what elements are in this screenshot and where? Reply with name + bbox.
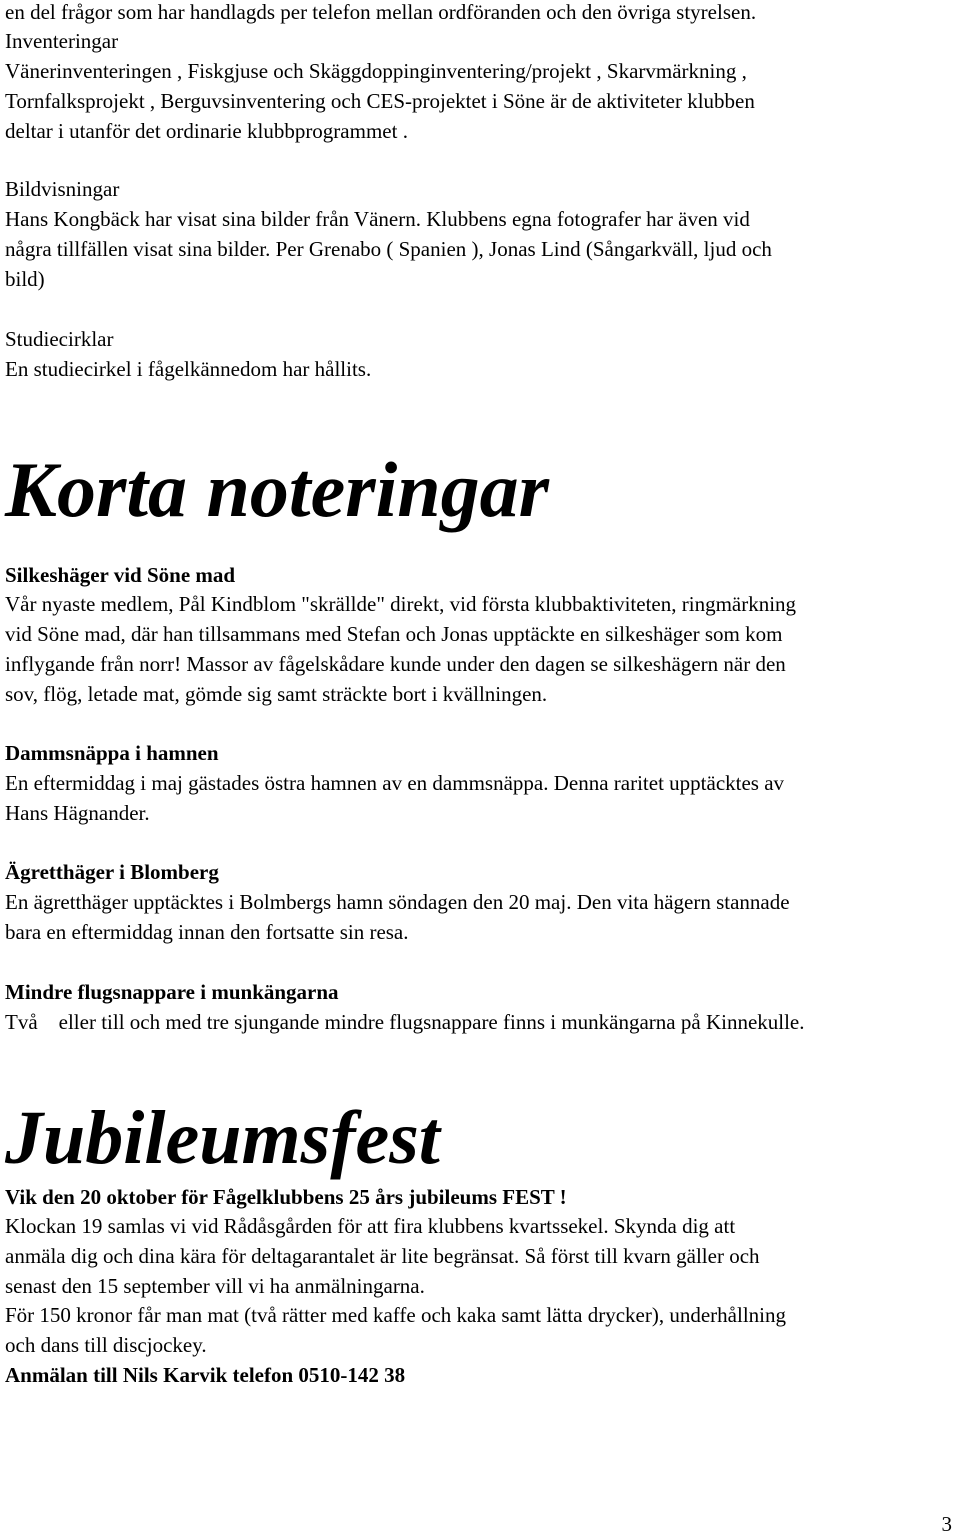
text-line: en del frågor som har handlagds per telefon mellan ordföranden och den övriga styrelsen. [5, 0, 757, 24]
text-line: och dans till discjockey. [5, 1333, 207, 1357]
text-line: inflygande från norr! Massor av fågelskådare kunde under den dagen se silkeshägern när den [5, 652, 786, 676]
text-line: Vår nyaste medlem, Pål Kindblom "skrällde" direkt, vid första klubbaktiviteten, ringmärkning [5, 592, 797, 616]
text-line: anmäla dig och dina kära för deltagarantalet är lite begränsat. Så först till kvarn gäller och [5, 1244, 760, 1268]
note-heading-dammsnappa: Dammsnäppa i hamnen [5, 741, 219, 765]
text-line: Hans Hägnander. [5, 801, 150, 825]
jubileum-contact: Anmälan till Nils Karvik telefon 0510-142 38 [5, 1363, 406, 1387]
jubileum-lead: Vik den 20 oktober för Fågelklubbens 25 års jubileums FEST ! [5, 1185, 567, 1209]
section-title-jubileumsfest: Jubileumsfest [5, 1096, 440, 1180]
section-heading-inventeringar: Inventeringar [5, 29, 119, 53]
text-line: Vänerinventeringen , Fiskgjuse och Skäggdoppinginventering/projekt , Skarvmärkning , [5, 59, 747, 83]
text-line: bild) [5, 267, 45, 291]
text-line: Hans Kongbäck har visat sina bilder från Vänern. Klubbens egna fotografer har även vid [5, 207, 750, 231]
text-line: Klockan 19 samlas vi vid Rådåsgården för att fira klubbens kvartssekel. Skynda dig att [5, 1214, 736, 1238]
text-line: deltar i utanför det ordinarie klubbprogrammet . [5, 119, 408, 143]
note-heading-agretthager: Ägretthäger i Blomberg [5, 860, 219, 884]
text-line: bara en eftermiddag innan den fortsatte sin resa. [5, 920, 409, 944]
text-line: vid Söne mad, där han tillsammans med Stefan och Jonas upptäckte en silkeshäger som kom [5, 622, 783, 646]
section-heading-studiecirklar: Studiecirklar [5, 327, 114, 351]
section-title-korta-noteringar: Korta noteringar [5, 446, 549, 533]
text-line: För 150 kronor får man mat (två rätter med kaffe och kaka samt lätta drycker), underhållning [5, 1303, 786, 1327]
note-heading-flugsnappare: Mindre flugsnappare i munkängarna [5, 980, 339, 1004]
text-line: En ägretthäger upptäcktes i Bolmbergs hamn söndagen den 20 maj. Den vita hägern stannade [5, 890, 790, 914]
note-heading-silkeshager: Silkeshäger vid Söne mad [5, 563, 236, 587]
section-heading-bildvisningar: Bildvisningar [5, 177, 120, 201]
text-line: sov, flög, letade mat, gömde sig samt sträckte bort i kvällningen. [5, 682, 548, 706]
text-line: några tillfällen visat sina bilder. Per Grenabo ( Spanien ), Jonas Lind (Sångarkväll, ljud och [5, 237, 772, 261]
text-line: senast den 15 september vill vi ha anmälningarna. [5, 1274, 425, 1298]
text-line: En eftermiddag i maj gästades östra hamnen av en dammsnäppa. Denna raritet upptäcktes av [5, 771, 785, 795]
text-line: Två eller till och med tre sjungande mindre flugsnappare finns i munkängarna på Kinnekulle. [5, 1010, 805, 1034]
page-number: 3 [941, 1512, 952, 1536]
text-line: Tornfalksprojekt , Berguvsinventering och CES-projektet i Söne är de aktiviteter klubben [5, 89, 755, 113]
text-line: En studiecirkel i fågelkännedom har hållits. [5, 357, 372, 381]
